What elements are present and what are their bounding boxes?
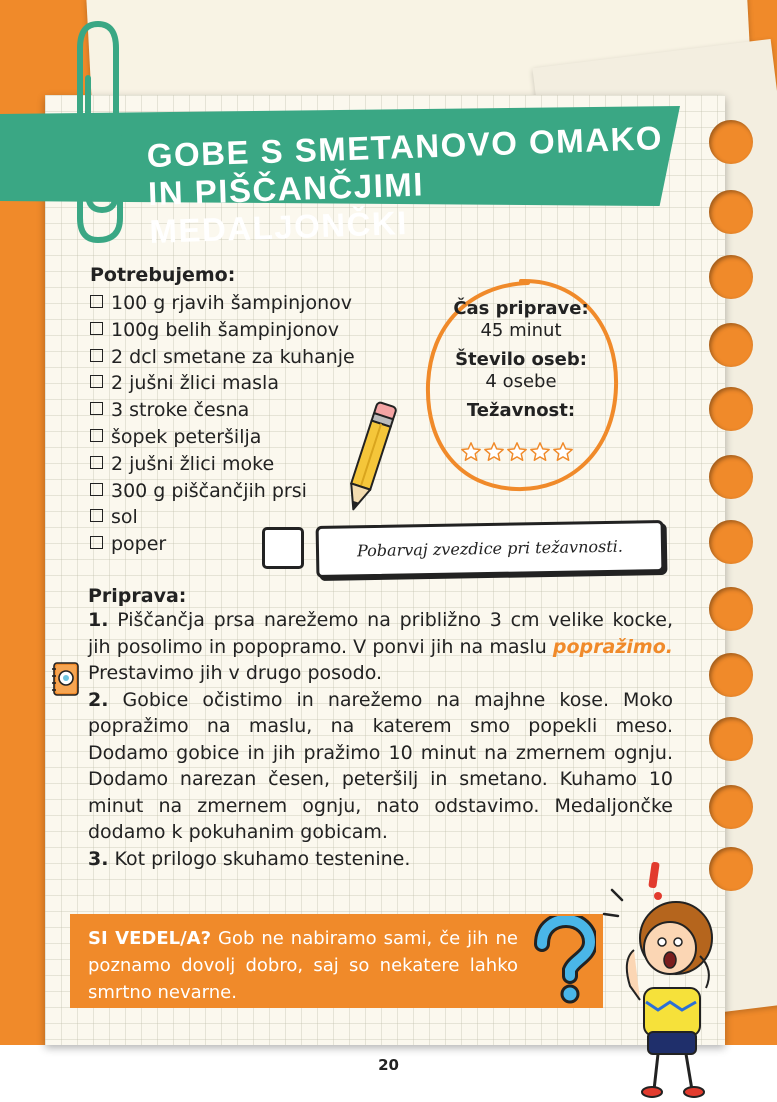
ingredient-item[interactable]: 3 stroke česna bbox=[90, 397, 355, 424]
checkbox-icon[interactable] bbox=[90, 322, 103, 335]
star-icon[interactable] bbox=[552, 441, 574, 463]
star-icon[interactable] bbox=[529, 441, 551, 463]
checkbox-icon[interactable] bbox=[90, 536, 103, 549]
instruction-note: Pobarvaj zvezdice pri težavnosti. bbox=[316, 520, 665, 578]
binder-hole bbox=[709, 455, 753, 499]
checkbox-icon[interactable] bbox=[90, 402, 103, 415]
ingredient-item[interactable]: 2 jušni žlici moke bbox=[90, 451, 355, 478]
checkbox-icon[interactable] bbox=[90, 349, 103, 362]
ingredient-item[interactable]: 2 dcl smetane za kuhanje bbox=[90, 344, 355, 371]
preparation-steps bbox=[88, 607, 673, 872]
prep-time-label: Čas priprave: bbox=[453, 298, 589, 319]
step-3: 3. Kot prilogo skuhamo testenine. bbox=[88, 847, 411, 870]
binder-hole bbox=[709, 255, 753, 299]
preparation-heading: Priprava: bbox=[88, 585, 187, 607]
checkbox-icon[interactable] bbox=[90, 483, 103, 496]
binder-hole bbox=[709, 120, 753, 164]
ingredient-item[interactable]: sol bbox=[90, 504, 355, 531]
page-number: 20 bbox=[378, 1056, 399, 1074]
checkbox-icon[interactable] bbox=[90, 456, 103, 469]
checkbox-icon[interactable] bbox=[90, 295, 103, 308]
ingredient-item[interactable]: 100 g rjavih šampinjonov bbox=[90, 290, 355, 317]
step-1: 1. Piščančja prsa narežemo na približno 3 cm velike kocke, jih posolimo in popopramo. V ponvi jih na maslu popražimo. Prestavimo jih v drugo posodo. bbox=[88, 609, 673, 684]
glossary-book-icon[interactable] bbox=[50, 660, 84, 700]
recipe-info bbox=[420, 298, 622, 422]
checkbox-icon[interactable] bbox=[90, 509, 103, 522]
pencil-icon bbox=[340, 398, 400, 518]
ingredient-item[interactable]: šopek peteršilja bbox=[90, 424, 355, 451]
checkbox-icon[interactable] bbox=[90, 375, 103, 388]
star-icon[interactable] bbox=[506, 441, 528, 463]
binder-hole bbox=[709, 653, 753, 697]
difficulty-stars bbox=[460, 441, 574, 463]
highlight-term[interactable]: popražimo. bbox=[552, 635, 673, 658]
recipe-title bbox=[146, 119, 670, 251]
checkbox-icon[interactable] bbox=[90, 429, 103, 442]
star-icon[interactable] bbox=[483, 441, 505, 463]
star-icon[interactable] bbox=[460, 441, 482, 463]
prep-time-value: 45 minut bbox=[480, 320, 562, 341]
ingredient-item[interactable]: 300 g piščančjih prsi bbox=[90, 478, 355, 505]
ingredients-heading: Potrebujemo: bbox=[90, 264, 236, 286]
title-line-2: IN PIŠČANČJIMI MEDALJONČKI bbox=[147, 165, 425, 251]
paperclip-icon bbox=[62, 18, 132, 248]
binder-hole bbox=[709, 520, 753, 564]
fact-label: SI VEDEL/A? bbox=[88, 928, 212, 949]
binder-hole bbox=[709, 587, 753, 631]
fact-text: SI VEDEL/A? Gob ne nabiramo sami, če jih ne poznamo dovolj dobro, saj so nekatere lahko smrtno nevarne. bbox=[88, 928, 518, 1003]
difficulty-label: Težavnost: bbox=[466, 400, 576, 421]
binder-hole bbox=[709, 717, 753, 761]
servings-value: 4 osebe bbox=[485, 371, 557, 392]
ingredient-item[interactable]: 100g belih šampinjonov bbox=[90, 317, 355, 344]
binder-hole bbox=[709, 323, 753, 367]
binder-hole bbox=[709, 387, 753, 431]
binder-hole bbox=[709, 785, 753, 829]
binder-hole bbox=[709, 190, 753, 234]
question-mark-icon bbox=[530, 916, 596, 1006]
step-2: 2. Gobice očistimo in narežemo na majhne kose. Moko popražimo na maslu, na katerem smo popekli meso. Dodamo gobice in jih pražimo 10 minut na zmernem ognju. Dodamo narezan česen, peteršilj in smetano. Kuhamo 10 minut na zmernem ognju, nato odstavimo. Medaljončke dodamo k pokuhanim gobicam. bbox=[88, 688, 673, 843]
ingredient-item[interactable]: poper bbox=[90, 531, 355, 558]
servings-label: Število oseb: bbox=[455, 349, 587, 370]
ingredient-item[interactable]: 2 jušni žlici masla bbox=[90, 370, 355, 397]
color-square[interactable] bbox=[262, 527, 304, 569]
ingredients-list bbox=[90, 290, 355, 558]
title-line-1: GOBE S SMETANOVO OMAKO bbox=[146, 119, 664, 175]
